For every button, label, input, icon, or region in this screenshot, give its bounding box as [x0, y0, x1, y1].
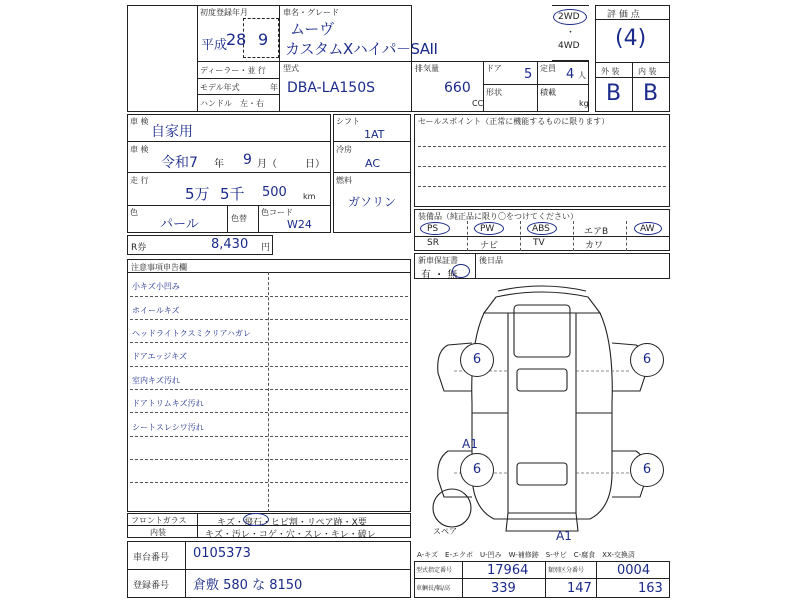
category-value: 0004 — [617, 563, 651, 578]
interior-label: 内 装 — [638, 67, 657, 76]
fuel-label: 燃料 — [336, 176, 352, 185]
damage-a1-left: A1 — [462, 437, 478, 451]
displacement-value: 660 — [444, 80, 471, 96]
reg-no-value: 倉敷 580 な 8150 — [193, 578, 303, 593]
first-reg-label: 初度登録年月 — [200, 8, 248, 17]
model-type: DBA-LA150S — [287, 80, 376, 96]
warranty-label: 新車保証書 — [418, 256, 458, 265]
displacement-label: 排気量 — [415, 64, 439, 73]
reg-no-label: 登録番号 — [133, 581, 170, 591]
note-item: 室内キズ汚れ — [132, 376, 180, 385]
tire-front-left: 6 — [460, 343, 494, 377]
equip-sr: SR — [427, 238, 439, 248]
capacity-value: 4 — [566, 67, 575, 82]
score-label: 評 価 点 — [607, 10, 640, 20]
length-value: 339 — [491, 581, 516, 596]
note-item: ヘッドライトクスミクリアハガレ — [132, 329, 251, 338]
score-value: (4) — [615, 26, 647, 51]
interior-text: キズ・汚レ・コゲ・穴・スレ・キレ・破レ — [205, 530, 376, 540]
mileage-unit: km — [303, 192, 316, 201]
shaken-nen: 年 — [214, 159, 224, 170]
equip-airbag: エアB — [584, 227, 609, 237]
type-label: 型式 — [283, 64, 299, 73]
note-item: ホイールキズ — [132, 306, 180, 315]
r-ken-frame — [127, 235, 273, 255]
color-change-label: 色替 — [231, 214, 247, 223]
doors-value: 5 — [524, 67, 533, 82]
dims-label: 車輌長/幅/高 — [416, 585, 451, 592]
r-ken-label: R券 — [131, 243, 147, 253]
equip-leather: カワ — [585, 241, 604, 251]
aircon-value: AC — [365, 157, 381, 170]
width-value: 147 — [567, 581, 592, 596]
doors-label: ドア — [486, 64, 502, 73]
first-reg-era: 平成 — [201, 38, 228, 53]
mileage-sen: 5千 — [220, 185, 245, 203]
frame-no-label: 車台番号 — [133, 553, 170, 563]
tire-rear-right: 6 — [630, 453, 664, 487]
glass-text: キズ・飛石・ヒビ割・リペア跡・X要 — [217, 518, 367, 528]
serial-label: 型式指定番号 — [416, 567, 453, 574]
sales-point-label: セールスポイント（正常に機能するものに限ります） — [418, 117, 610, 126]
shaken-month: 9 — [243, 152, 252, 168]
note-item: ドアトリムキズ汚れ — [132, 399, 204, 408]
service-record-label: 後日品 — [479, 256, 503, 265]
shaken-day: 日） — [305, 159, 325, 170]
glass-chip-circle — [243, 513, 269, 526]
equip-abs: ABS — [532, 224, 550, 234]
dealer-label: ディーラー・並 行 — [200, 66, 266, 75]
capacity-unit: 人 — [578, 71, 586, 80]
damage-a1-bottom: A1 — [556, 529, 572, 543]
mileage-hyaku: 500 — [262, 185, 287, 200]
equip-aw: AW — [640, 224, 655, 234]
aircon-label: 冷房 — [336, 145, 352, 154]
fuel-value: ガソリン — [348, 195, 397, 209]
equip-ps: PS — [427, 224, 439, 234]
kg-label: kg — [579, 99, 589, 108]
r-ken-yen: 円 — [261, 243, 271, 253]
first-reg-month: 9 — [258, 30, 269, 49]
car-name-1: ムーヴ — [290, 20, 335, 38]
color-label: 色 — [130, 208, 138, 217]
handle-label: ハンドル 左・右 — [200, 99, 264, 108]
r-ken-value: 8,430 — [211, 237, 249, 252]
equip-navi: ナビ — [480, 241, 499, 251]
interior-grade: B — [643, 81, 659, 106]
shaken-type: 自家用 — [151, 124, 193, 140]
shaken-tsuki: 月（ — [257, 159, 277, 170]
shaken-label: 車 検 — [130, 117, 149, 126]
interior-row-label: 内装 — [150, 528, 166, 537]
color-code-value: W24 — [287, 218, 312, 231]
equip-pw: PW — [480, 224, 495, 234]
car-name-2: カスタムXハイパ－SAII — [285, 40, 438, 58]
color-value: パール — [160, 217, 199, 232]
sales-point-frame — [414, 114, 670, 207]
mileage-label: 走 行 — [130, 176, 149, 185]
equipment-label: 装備品（純正品に限り〇をつけてください） — [418, 212, 578, 221]
cc-label: CC — [472, 99, 484, 108]
shift-label: シフト — [336, 117, 360, 126]
height-value: 163 — [638, 581, 663, 596]
tire-rear-left: 6 — [460, 453, 494, 487]
warranty-none-circle — [452, 264, 470, 278]
drive-dot: ・ — [566, 28, 576, 38]
exterior-grade: B — [606, 81, 622, 106]
serial-value: 17964 — [487, 563, 529, 578]
notes-label: 注意事項申告欄 — [131, 263, 187, 272]
car-diagram — [414, 283, 670, 543]
shift-value: 1AT — [364, 128, 385, 141]
model-year-unit: 年 — [270, 83, 278, 92]
note-item: ドアエッジキズ — [132, 352, 188, 361]
color-code-label: 色コード — [261, 208, 293, 217]
tire-front-right: 6 — [630, 343, 664, 377]
shape-label: 形状 — [486, 88, 502, 97]
equip-tv: TV — [533, 238, 545, 248]
exterior-label: 外 装 — [601, 67, 620, 76]
warranty-choice: 有 ・ 無 — [421, 270, 458, 281]
car-name-label: 車名・グレード — [283, 8, 339, 17]
shaken-era-year: 令和7 — [161, 155, 198, 171]
shaken-date-label: 車 検 — [130, 145, 149, 154]
mileage-man: 5万 — [185, 185, 210, 203]
note-item: 小キズ小凹み — [132, 282, 180, 291]
damage-legend: A-キズ E-エクボ U-凹み W-補修跡 S-サビ C-腐食 XX-交換済 — [417, 551, 635, 559]
model-year-label: モデル年式 — [200, 83, 240, 92]
note-item: シートスレシワ汚れ — [132, 423, 204, 432]
front-glass-label: フロントガラス — [131, 516, 187, 525]
loading-label: 積載 — [540, 88, 556, 97]
category-label: 類別区分番号 — [548, 567, 585, 574]
frame-no-value: 0105373 — [193, 546, 251, 561]
drive-4wd: 4WD — [558, 41, 580, 51]
first-reg-year: 28 — [226, 30, 247, 49]
capacity-label: 定員 — [540, 64, 556, 73]
spare-label: スペア — [433, 527, 457, 536]
drive-2wd: 2WD — [558, 12, 580, 22]
